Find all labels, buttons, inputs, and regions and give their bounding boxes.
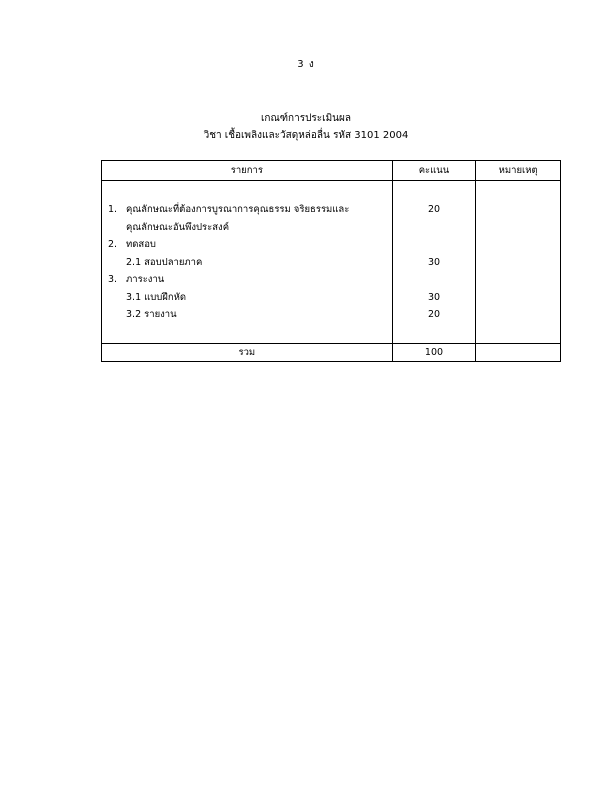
- list-item: [102, 254, 392, 272]
- item-number: 1.: [108, 204, 118, 215]
- item-label: 3.2 รายงาน: [126, 309, 177, 320]
- score-value: [393, 236, 476, 254]
- total-row: [102, 344, 561, 362]
- item-label: 3.1 แบบฝึกหัด: [126, 291, 187, 303]
- total-remarks: [476, 344, 561, 362]
- item-number: 3.: [108, 274, 118, 285]
- table-header-row: [102, 161, 561, 181]
- scores-cell: [392, 181, 476, 344]
- list-item: [102, 289, 392, 307]
- document-subtitle: วิชา เชื้อเพลิงและวัสดุหล่อลื่น รหัส 3101 2004: [203, 130, 409, 141]
- document-title: เกณฑ์การประเมินผล: [260, 113, 351, 124]
- list-item: [102, 219, 392, 237]
- item-label: ทดสอบ: [126, 239, 156, 250]
- list-item: [102, 306, 392, 324]
- score-value: 30: [427, 291, 441, 303]
- list-item: [102, 236, 392, 254]
- items-cell: [102, 181, 393, 344]
- score-value: [393, 271, 476, 289]
- score-value: [393, 219, 476, 237]
- total-score: 100: [392, 344, 476, 362]
- table-body-row: [102, 181, 561, 344]
- page-number: 3 ง: [297, 59, 315, 70]
- score-value: 20: [427, 309, 441, 320]
- item-label: 2.1 สอบปลายภาค: [126, 256, 203, 268]
- column-header-remarks: หมายเหตุ: [476, 161, 561, 181]
- item-label: คุณลักษณะที่ต้องการบูรณาการคุณธรรม จริยธรรมและ: [126, 204, 350, 215]
- score-value: 20: [427, 204, 441, 215]
- item-label: คุณลักษณะอันพึงประสงค์: [126, 221, 230, 233]
- score-value: 30: [427, 256, 441, 268]
- remarks-cell: [476, 181, 561, 344]
- item-number: 2.: [108, 239, 118, 250]
- list-item: [102, 201, 392, 219]
- item-label: ภาระงาน: [126, 274, 165, 285]
- evaluation-criteria-table: [101, 160, 561, 362]
- total-label: รวม: [102, 344, 393, 362]
- column-header-score: คะแนน: [392, 161, 476, 181]
- column-header-items: รายการ: [102, 161, 393, 181]
- list-item: [102, 271, 392, 289]
